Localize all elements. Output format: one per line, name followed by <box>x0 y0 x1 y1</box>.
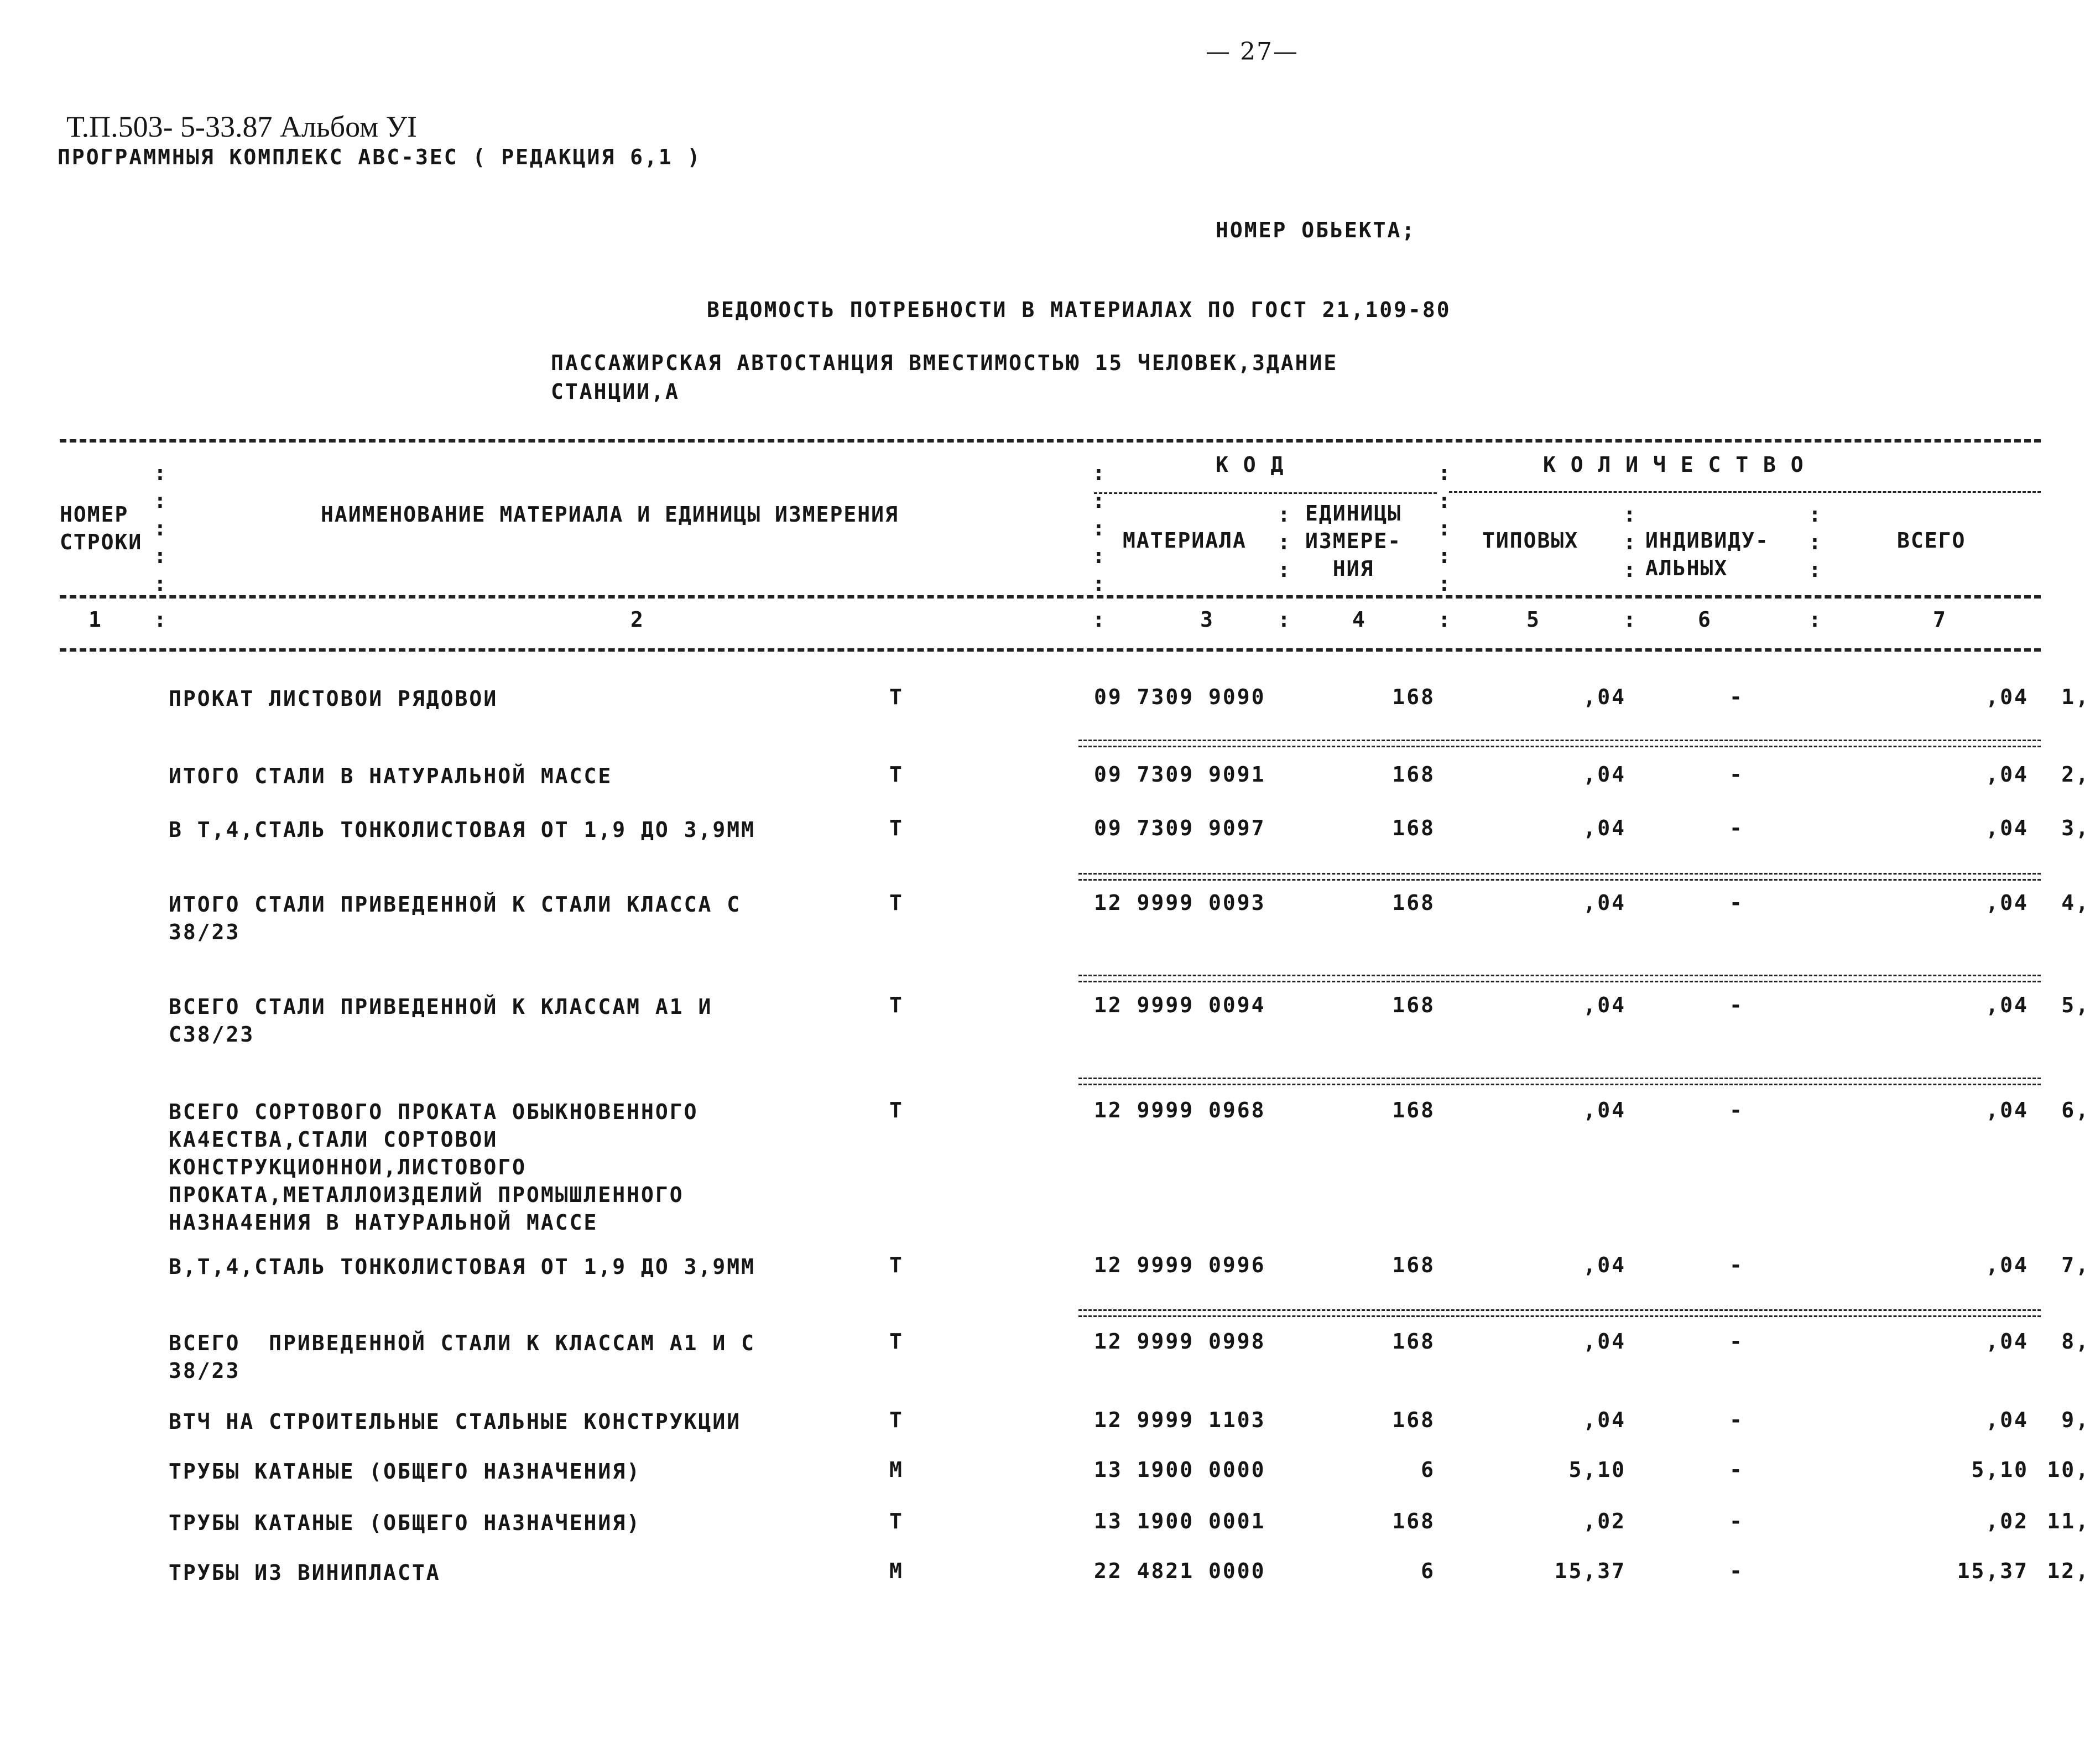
material-code: 09 7309 9090 <box>1094 685 1266 709</box>
unit: Т <box>889 1098 904 1122</box>
individual-qty: - <box>1729 1458 1744 1482</box>
material-code: 12 9999 0996 <box>1094 1253 1266 1277</box>
col-number: 2 <box>630 607 644 632</box>
material-code: 09 7309 9097 <box>1094 816 1266 840</box>
col-number: 4 <box>1352 607 1366 632</box>
measure-code: 168 <box>1392 1329 1435 1354</box>
unit: Т <box>889 993 904 1017</box>
material-name: ВСЕГО СТАЛИ ПРИВЕДЕННОЙ К КЛАССАМ А1 И С38/23 <box>169 995 713 1047</box>
header-material-code: МАТЕРИАЛА <box>1123 528 1247 553</box>
double-rule <box>1078 873 2041 881</box>
rule-quantity <box>1449 491 2041 493</box>
double-rule <box>1078 740 2041 747</box>
row-number: 3, <box>2061 816 2090 840</box>
total-qty: ,04 <box>1985 762 2029 787</box>
row-number: 2, <box>2061 762 2090 787</box>
total-qty: ,02 <box>1985 1509 2029 1533</box>
unit: Т <box>889 816 904 840</box>
total-qty: 15,37 <box>1957 1559 2029 1583</box>
double-rule <box>1078 1309 2041 1317</box>
row-number: 4, <box>2061 891 2090 915</box>
measure-code: 168 <box>1392 1509 1435 1533</box>
material-name: ТРУБЫ КАТАНЫЕ (ОБЩЕГО НАЗНАЧЕНИЯ) <box>169 1511 641 1535</box>
row-number: 11, <box>2047 1509 2090 1533</box>
total-qty: ,04 <box>1985 816 2029 840</box>
typical-qty: ,04 <box>1583 762 1626 787</box>
measure-code: 168 <box>1392 1253 1435 1277</box>
material-name: ВСЕГО ПРИВЕДЕННОЙ СТАЛИ К КЛАССАМ А1 И С 38/23 <box>169 1331 755 1383</box>
total-qty: ,04 <box>1985 993 2029 1017</box>
row-number: 8, <box>2061 1329 2090 1354</box>
col-number: 1 <box>88 607 102 632</box>
col-number: 7 <box>1933 607 1947 632</box>
rule-col-numbers <box>60 648 2041 652</box>
individual-qty: - <box>1729 685 1744 709</box>
album-designation: Т.П.503- 5-33.87 Альбом УI <box>66 110 417 143</box>
typical-qty: ,04 <box>1583 891 1626 915</box>
measure-code: 168 <box>1392 816 1435 840</box>
unit: М <box>889 1559 904 1583</box>
material-name: В,Т,4,СТАЛЬ ТОНКОЛИСТОВАЯ ОТ 1,9 ДО 3,9ММ <box>169 1255 755 1279</box>
col-separator: : <box>1623 607 1636 632</box>
material-name: ИТОГО СТАЛИ ПРИВЕДЕННОЙ К СТАЛИ КЛАССА С 38/23 <box>169 892 742 944</box>
col-separator: : : : : : <box>1438 461 1451 596</box>
unit: Т <box>889 762 904 787</box>
individual-qty: - <box>1729 1408 1744 1432</box>
individual-qty: - <box>1729 1559 1744 1583</box>
material-code: 22 4821 0000 <box>1094 1559 1266 1583</box>
row-number: 10, <box>2047 1458 2090 1482</box>
col-separator: : <box>1278 607 1290 632</box>
individual-qty: - <box>1729 1253 1744 1277</box>
total-qty: 5,10 <box>1971 1458 2029 1482</box>
material-code: 09 7309 9091 <box>1094 762 1266 787</box>
measure-code: 6 <box>1421 1458 1435 1482</box>
unit: М <box>889 1458 904 1482</box>
total-qty: ,04 <box>1985 1408 2029 1432</box>
material-name: ПРОКАТ ЛИСТОВОИ РЯДОВОИ <box>169 686 498 711</box>
col-separator: : <box>1092 607 1105 632</box>
typical-qty: ,04 <box>1583 685 1626 709</box>
col-number: 5 <box>1526 607 1540 632</box>
material-name: ИТОГО СТАЛИ В НАТУРАЛЬНОЙ МАССЕ <box>169 764 613 788</box>
header-total: ВСЕГО <box>1897 528 1966 553</box>
material-name: ТРУБЫ ИЗ ВИНИПЛАСТА <box>169 1560 441 1585</box>
individual-qty: - <box>1729 1329 1744 1354</box>
unit: Т <box>889 1408 904 1432</box>
measure-code: 168 <box>1392 1098 1435 1122</box>
typical-qty: ,04 <box>1583 1408 1626 1432</box>
total-qty: ,04 <box>1985 1253 2029 1277</box>
individual-qty: - <box>1729 993 1744 1017</box>
material-code: 12 9999 0968 <box>1094 1098 1266 1122</box>
material-name: ВСЕГО СОРТОВОГО ПРОКАТА ОБЫКНОВЕННОГО КА4ЕСТВА,СТАЛИ СОРТОВОИ КОНСТРУКЦИОННОИ,ЛИСТОВОГО ПРОКАТА,МЕТАЛЛОИЗДЕЛИЙ ПРОМЫШЛЕННОГО НАЗНА4ЕНИЯ В НАТУРАЛЬНОЙ МАССЕ <box>169 1100 699 1235</box>
document-subtitle: ПАССАЖИРСКАЯ АВТОСТАНЦИЯ ВМЕСТИМОСТЬЮ 15 ЧЕЛОВЕК,ЗДАНИЕ СТАНЦИИ,А <box>551 351 1338 404</box>
typical-qty: ,04 <box>1583 993 1626 1017</box>
typical-qty: ,04 <box>1583 816 1626 840</box>
measure-code: 6 <box>1421 1559 1435 1583</box>
col-separator: : : : : : <box>1092 461 1105 596</box>
rule-top <box>60 439 2041 443</box>
typical-qty: 5,10 <box>1568 1458 1626 1482</box>
typical-qty: ,04 <box>1583 1329 1626 1354</box>
individual-qty: - <box>1729 816 1744 840</box>
individual-qty: - <box>1729 1098 1744 1122</box>
unit: Т <box>889 891 904 915</box>
measure-code: 168 <box>1392 891 1435 915</box>
col-separator: : <box>1808 607 1821 632</box>
header-quantity: К О Л И Ч Е С Т В О <box>1543 452 1805 477</box>
total-qty: ,04 <box>1985 891 2029 915</box>
measure-code: 168 <box>1392 685 1435 709</box>
header-individual: ИНДИВИДУ- АЛЬНЫХ <box>1645 528 1769 580</box>
row-number: 1, <box>2061 685 2090 709</box>
double-rule <box>1078 1078 2041 1085</box>
total-qty: ,04 <box>1985 685 2029 709</box>
unit: Т <box>889 1329 904 1354</box>
material-name: ВТЧ НА СТРОИТЕЛЬНЫЕ СТАЛЬНЫЕ КОНСТРУКЦИИ <box>169 1409 742 1434</box>
col-separator: : : : <box>1278 502 1290 582</box>
header-unit: ЕДИНИЦЫ ИЗМЕРЕ- НИЯ <box>1305 501 1402 581</box>
double-rule <box>1078 975 2041 982</box>
typical-qty: ,02 <box>1583 1509 1626 1533</box>
material-name: ТРУБЫ КАТАНЫЕ (ОБЩЕГО НАЗНАЧЕНИЯ) <box>169 1459 641 1484</box>
col-separator: : : : <box>1623 502 1636 582</box>
unit: Т <box>889 1509 904 1533</box>
rule-code <box>1094 492 1437 494</box>
object-number-label: НОМЕР ОБЬЕКТА; <box>1216 218 1416 242</box>
row-number: 7, <box>2061 1253 2090 1277</box>
material-code: 12 9999 1103 <box>1094 1408 1266 1432</box>
material-code: 12 9999 0998 <box>1094 1329 1266 1354</box>
individual-qty: - <box>1729 1509 1744 1533</box>
row-number: 6, <box>2061 1098 2090 1122</box>
typical-qty: ,04 <box>1583 1098 1626 1122</box>
unit: Т <box>889 1253 904 1277</box>
document-title: ВЕДОМОСТЬ ПОТРЕБНОСТИ В МАТЕРИАЛАХ ПО ГОСТ 21,109-80 <box>707 298 1451 322</box>
row-number: 12, <box>2047 1559 2090 1583</box>
col-separator: : : : <box>1808 502 1821 582</box>
material-code: 13 1900 0000 <box>1094 1458 1266 1482</box>
typical-qty: 15,37 <box>1554 1559 1626 1583</box>
col-number: 6 <box>1698 607 1712 632</box>
unit: Т <box>889 685 904 709</box>
material-code: 13 1900 0001 <box>1094 1509 1266 1533</box>
row-number: 5, <box>2061 993 2090 1017</box>
total-qty: ,04 <box>1985 1329 2029 1354</box>
col-separator: : <box>1438 607 1451 632</box>
individual-qty: - <box>1729 891 1744 915</box>
measure-code: 168 <box>1392 993 1435 1017</box>
measure-code: 168 <box>1392 1408 1435 1432</box>
row-number: 9, <box>2061 1408 2090 1432</box>
header-row-number: НОМЕР СТРОКИ <box>60 502 143 554</box>
page-number: — 27— <box>1206 38 1299 66</box>
measure-code: 168 <box>1392 762 1435 787</box>
header-typical: ТИПОВЫХ <box>1482 528 1579 553</box>
material-name: В Т,4,СТАЛЬ ТОНКОЛИСТОВАЯ ОТ 1,9 ДО 3,9ММ <box>169 818 755 842</box>
material-code: 12 9999 0093 <box>1094 891 1266 915</box>
rule-header-bottom <box>60 595 2041 599</box>
header-code: К О Д <box>1216 452 1285 477</box>
typical-qty: ,04 <box>1583 1253 1626 1277</box>
col-separator: : : : : : <box>154 461 166 596</box>
individual-qty: - <box>1729 762 1744 787</box>
total-qty: ,04 <box>1985 1098 2029 1122</box>
program-line: ПРОГРАММНЫЯ КОМПЛЕКС АВС-ЗЕС ( РЕДАКЦИЯ 6,1 ) <box>58 145 702 169</box>
col-separator: : <box>154 607 166 632</box>
header-material-name: НАИМЕНОВАНИЕ МАТЕРИАЛА И ЕДИНИЦЫ ИЗМЕРЕНИЯ <box>321 502 899 527</box>
material-code: 12 9999 0094 <box>1094 993 1266 1017</box>
col-number: 3 <box>1200 607 1214 632</box>
